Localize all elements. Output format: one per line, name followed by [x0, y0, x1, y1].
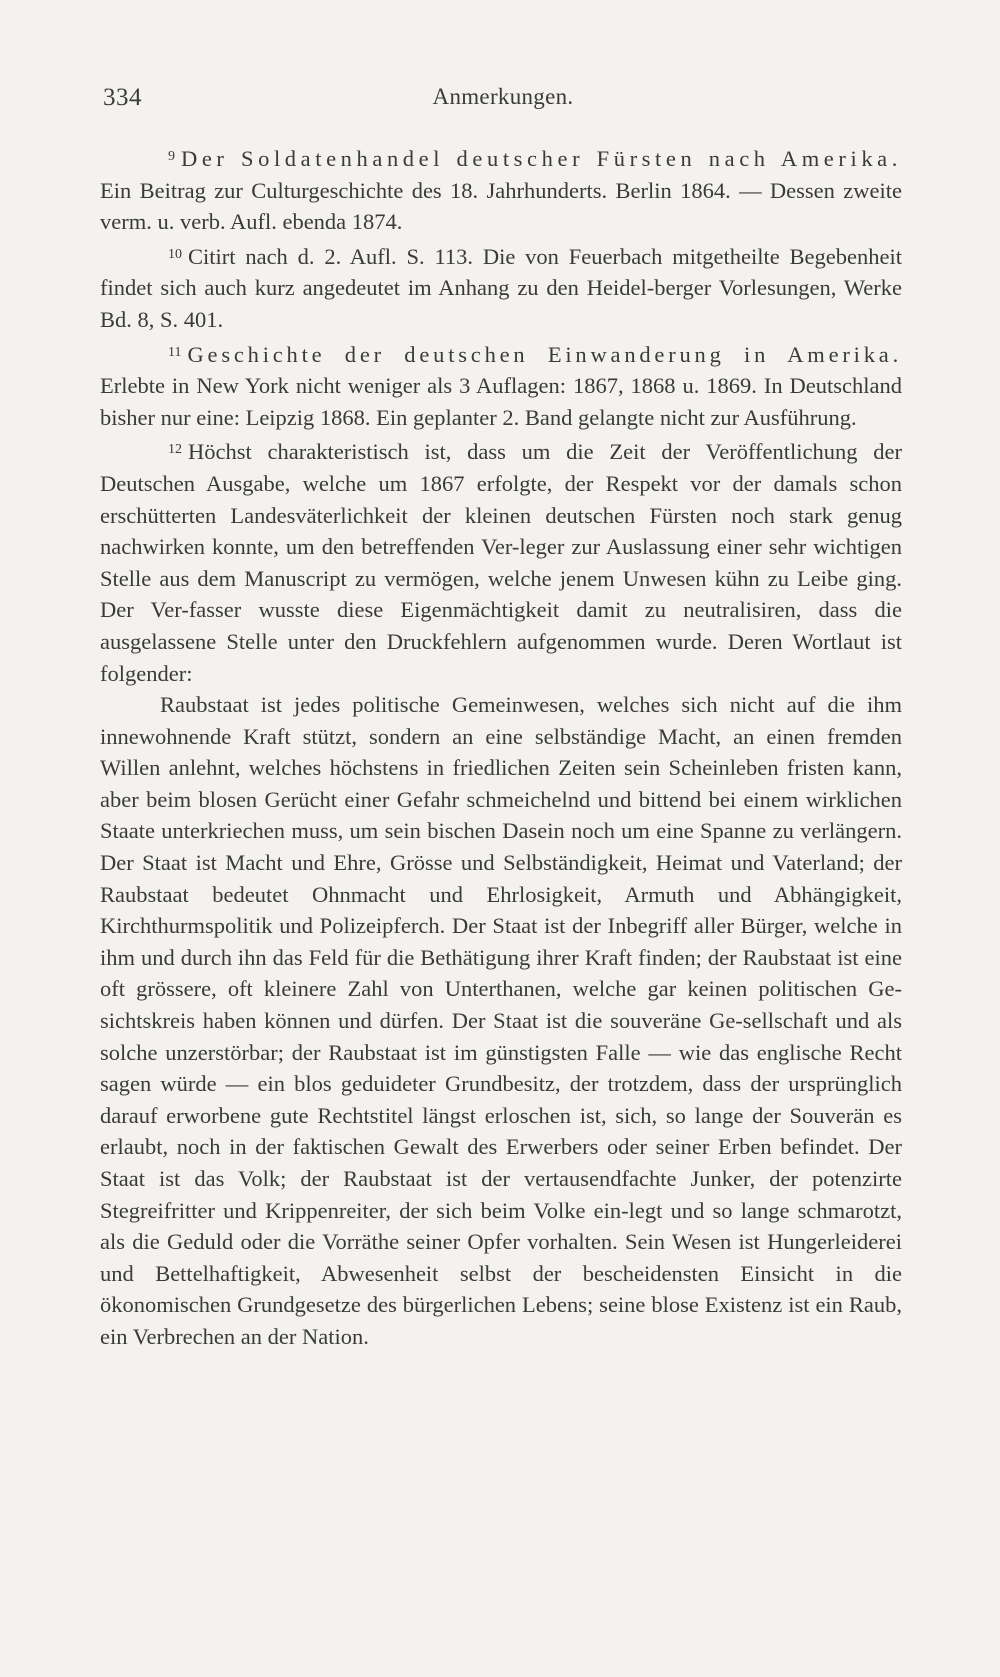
endnote-title: Der Soldatenhandel deutscher Fürsten nach Amerika. [181, 146, 902, 171]
endnote-number: 10 [168, 246, 182, 262]
endnote-12 [100, 436, 902, 689]
endnotes-body [100, 143, 902, 1353]
running-head: Anmerkungen. [432, 84, 574, 109]
endnote-text: Höchst charakteristisch ist, dass um die Zeit der Veröffentlichung der Deutschen Ausgabe, welche um 1867 erfolgte, der Respekt vor der damals schon erschütterten Landesväterlichkeit der kleinen deutschen Fürsten noch stark genug nachwirken konnte, um den betreffenden Ver-leger zur Auslassung einer sehr wichtigen Stelle aus dem Manuscript zu vermögen, welche jenem Unwesen kühn zu Leibe ging. Der Ver-fasser wusste diese Eigenmächtigkeit damit zu neutralisiren, dass die ausgelassene Stelle unter den Druckfehlern aufgenommen wurde. Deren Wortlaut ist folgender: [100, 439, 902, 686]
endnote-title: Geschichte der deutschen Einwanderung in Amerika. [187, 341, 902, 367]
endnote-number: 11 [168, 344, 182, 360]
page-number: 334 [103, 84, 142, 111]
endnote-9 [100, 143, 902, 238]
page-header [103, 84, 903, 118]
endnote-text: Ein Beitrag zur Culturgeschichte des 18. Jahrhunderts. Berlin 1864. — Dessen zweite verm. u. verb. Aufl. ebenda 1874. [100, 177, 902, 235]
quoted-passage: Raubstaat ist jedes politische Gemeinwesen, welches sich nicht auf die ihm innewohnende Kraft stützt, sondern an eine selbständige Macht, an einen fremden Willen anlehnt, welches höchstens in friedlichen Zeiten sein Scheinleben fristen kann, aber beim blosen Gerücht einer Gefahr schmeichelnd und bittend bei einem wirklichen Staate unterkriechen muss, um sein bischen Dasein noch um eine Spanne zu verlängern. Der Staat ist Macht und Ehre, Grösse und Selbständigkeit, Heimat und Vaterland; der Raubstaat bedeutet Ohnmacht und Ehrlosigkeit, Armuth und Abhängigkeit, Kirchthurmspolitik und Polizeipferch. Der Staat ist der Inbegriff aller Bürger, welche in ihm und durch ihn das Feld für die Bethätigung ihrer Kraft finden; der Raubstaat ist eine oft grössere, oft kleinere Zahl von Unterthanen, welche gar keinen politischen Ge-sichtskreis haben können und dürfen. Der Staat ist die souveräne Ge-sellschaft und als solche unzerstörbar; der Raubstaat ist im günstigsten Falle — wie das englische Recht sagen würde — ein blos geduideter Grundbesitz, der trotzdem, dass der ursprünglich darauf erworbene gute Rechtstitel längst erloschen ist, sich, so lange der Souverän es erlaubt, noch in der faktischen Gewalt des Erwerbers oder seiner Erben befindet. Der Staat ist das Volk; der Raubstaat ist der vertausendfachte Junker, der potenzirte Stegreifritter und Krippenreiter, der sich beim Volke ein-legt und so lange schmarotzt, als die Geduld oder die Vorräthe seiner Opfer vorhalten. Sein Wesen ist Hungerleiderei und Bettelhaftigkeit, Abwesenheit selbst der bescheidensten Einsicht in die ökonomischen Grundgesetze des bürgerlichen Lebens; seine blose Existenz ist ein Raub, ein Verbrechen an der Nation. [100, 692, 902, 1349]
endnote-text: Erlebte in New York nicht weniger als 3 Auflagen: 1867, 1868 u. 1869. In Deutschland bisher nur eine: Leipzig 1868. Ein geplanter 2. Band gelangte nicht zur Ausführung. [100, 373, 902, 430]
endnote-10 [100, 241, 902, 336]
endnote-number: 12 [168, 442, 182, 458]
endnote-text: Citirt nach d. 2. Aufl. S. 113. Die von Feuerbach mitgetheilte Begebenheit findet sich auch kurz angedeutet im Anhang zu den Heidel-berger Vorlesungen, Werke Bd. 8, S. 401. [100, 243, 902, 332]
endnote-number: 9 [168, 149, 175, 164]
endnote-11 [100, 339, 902, 434]
